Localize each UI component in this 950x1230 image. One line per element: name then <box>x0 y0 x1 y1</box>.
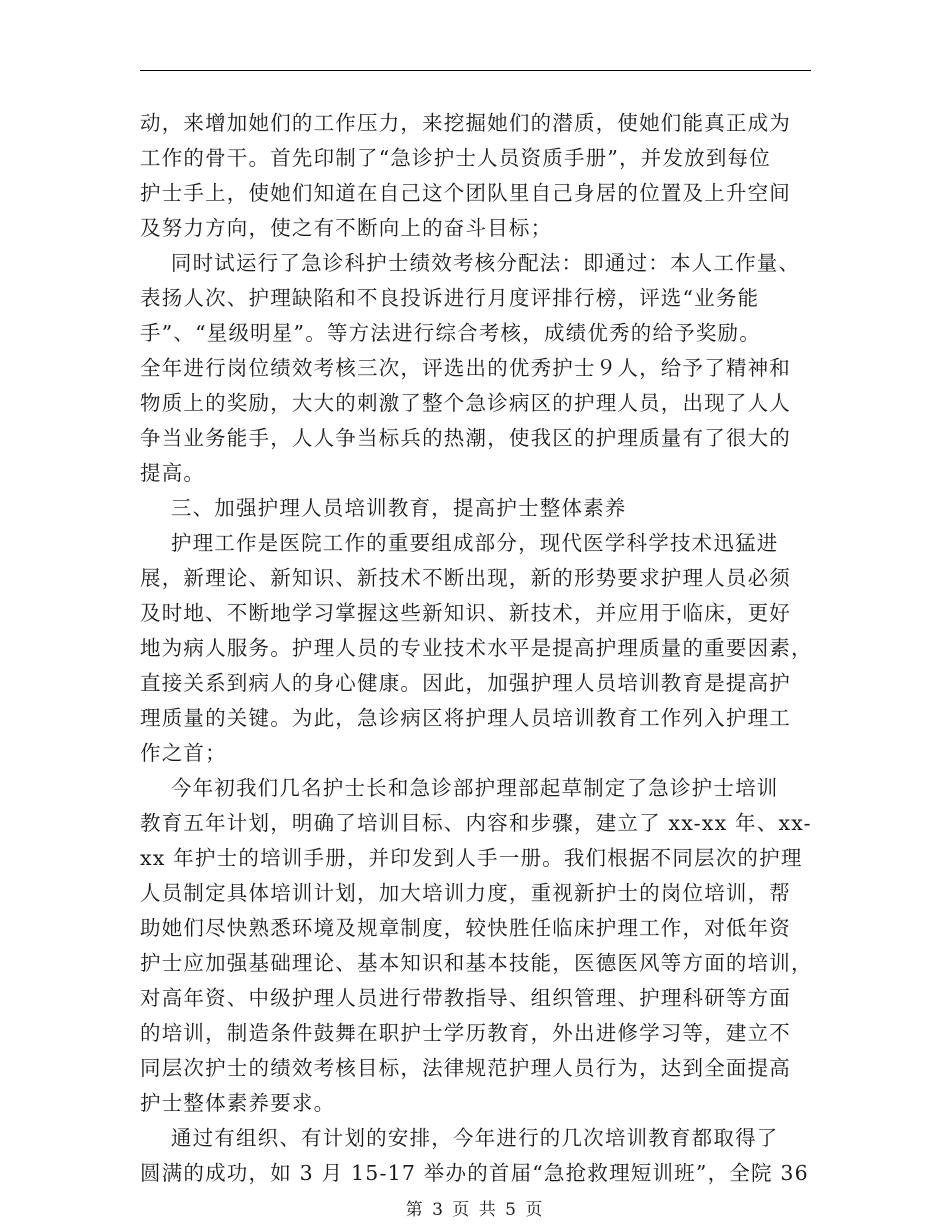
text-line: 直接关系到病人的身心健康。因此，加强护理人员培训教育是提高护 <box>140 671 791 695</box>
text-line: 同时试运行了急诊科护士绩效考核分配法：即通过：本人工作量、 <box>140 251 801 275</box>
section-heading: 三、加强护理人员培训教育，提高护士整体素养 <box>140 496 627 520</box>
text-line: 今年初我们几名护士长和急诊部护理部起草制定了急诊护士培训 <box>140 776 779 800</box>
page-footer: 第 3 页 共 5 页 <box>405 1200 545 1220</box>
header-rule <box>140 70 811 71</box>
text-line: 及时地、不断地学习掌握这些新知识、新技术，并应用于临床，更好 <box>140 601 791 625</box>
text-line: 地为病人服务。护理人员的专业技术水平是提高护理质量的重要因素， <box>140 636 813 660</box>
text-line: 提高。 <box>140 461 206 485</box>
text-line: 人员制定具体培训计划，加大培训力度，重视新护士的岗位培训，帮 <box>140 881 791 905</box>
text-line: 圆满的成功，如 3 月 15-17 举办的首届“急抢救理短训班”，全院 36 <box>140 1161 809 1185</box>
text-line: 展，新理论、新知识、新技术不断出现，新的形势要求护理人员必须 <box>140 566 791 590</box>
text-line: 同层次护士的绩效考核目标，法律规范护理人员行为，达到全面提高 <box>140 1056 791 1080</box>
text-line: 通过有组织、有计划的安排，今年进行的几次培训教育都取得了 <box>140 1126 779 1150</box>
text-line: 作之首； <box>140 741 227 765</box>
text-line: 手”、“星级明星”。等方法进行综合考核，成绩优秀的给予奖励。 <box>140 321 761 345</box>
text-line: 护士手上，使她们知道在自己这个团队里自己身居的位置及上升空间 <box>140 181 791 205</box>
text-line: 工作的骨干。首先印制了“急诊护士人员资质手册”，并发放到每位 <box>140 146 771 170</box>
text-line: 护士整体素养要求。 <box>140 1091 336 1115</box>
text-line: 及努力方向，使之有不断向上的奋斗目标； <box>140 216 553 240</box>
text-line: 物质上的奖励，大大的刺激了整个急诊病区的护理人员，出现了人人 <box>140 391 791 415</box>
text-line: 理质量的关键。为此，急诊病区将护理人员培训教育工作列入护理工 <box>140 706 791 730</box>
text-line: 全年进行岗位绩效考核三次，评选出的优秀护士９人，给予了精神和 <box>140 356 791 380</box>
text-line: xx 年护士的培训手册，并印发到人手一册。我们根据不同层次的护理 <box>140 846 803 870</box>
text-line: 动，来增加她们的工作压力，来挖掘她们的潜质，使她们能真正成为 <box>140 111 791 135</box>
text-line: 表扬人次、护理缺陷和不良投诉进行月度评排行榜，评选“业务能 <box>140 286 760 310</box>
text-line: 护理工作是医院工作的重要组成部分，现代医学科学技术迅猛进 <box>140 531 779 555</box>
text-line: 助她们尽快熟悉环境及规章制度，较快胜任临床护理工作，对低年资 <box>140 916 791 940</box>
text-line: 教育五年计划，明确了培训目标、内容和步骤，建立了 xx-xx 年、xx- <box>140 811 812 835</box>
text-line: 争当业务能手，人人争当标兵的热潮，使我区的护理质量有了很大的 <box>140 426 791 450</box>
text-line: 护士应加强基础理论、基本知识和基本技能，医德医风等方面的培训， <box>140 951 813 975</box>
text-line: 的培训，制造条件鼓舞在职护士学历教育，外出进修学习等，建立不 <box>140 1021 791 1045</box>
text-line: 对高年资、中级护理人员进行带教指导、组织管理、护理科研等方面 <box>140 986 791 1010</box>
